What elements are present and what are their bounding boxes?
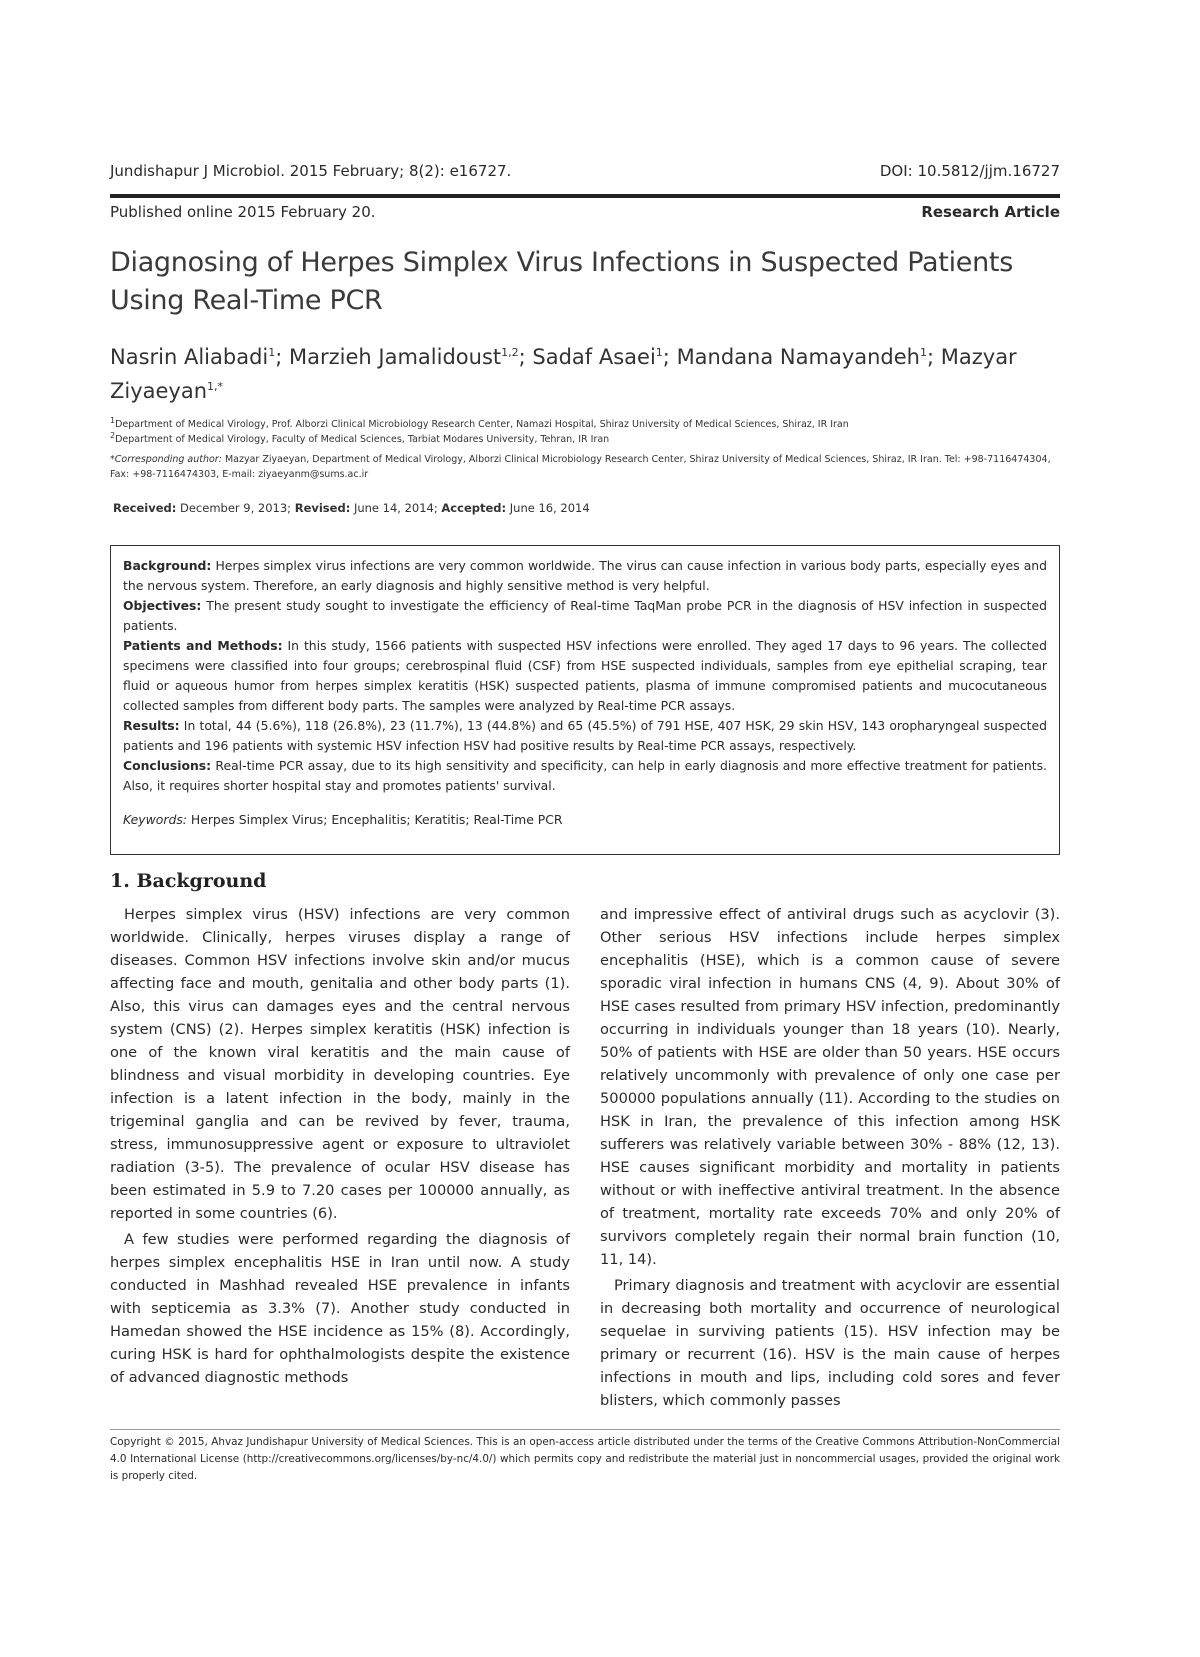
revised-label: Revised:	[294, 501, 351, 515]
abstract-conclusions	[123, 756, 1047, 796]
accepted-date: June 16, 2014	[506, 501, 590, 515]
abstract-text: In this study, 1566 patients with suspected HSV infections were enrolled. They aged 17 days to 96 years. The collected specimens were classified into four groups; cerebrospinal fluid (CSF) from HSE suspected individuals, samples from eye epithelial scraping, tear fluid or aqueous humor from herpes simplex keratitis (HSK) suspected patients, plasma of immune compromised patients and mucocutaneous collected samples from different body parts. The samples were analyzed by Real-time PCR assays.	[123, 638, 1048, 713]
author-separator: ;	[926, 345, 941, 369]
keywords-label: Keywords:	[123, 812, 187, 827]
affiliation-number: 2	[110, 431, 116, 440]
abstract-text: In total, 44 (5.6%), 118 (26.8%), 23 (11.7%), 13 (44.8%) and 65 (45.5%) of 791 HSE, 407 HSK, 29 skin HSV, 143 oropharyngeal suspected patients and 196 patients with systemic HSV infection HSV had positive results by Real-time PCR assays, respectively.	[123, 718, 1047, 753]
accepted-label: Accepted:	[441, 501, 507, 515]
body-column-left	[110, 903, 570, 1389]
body-paragraph: Herpes simplex virus (HSV) infections are very common worldwide. Clinically, herpes viruses display a range of diseases. Common HSV infections involve skin and/or mucus affecting face and mouth, genitalia and other body parts (1). Also, this virus can damages eyes and the central nervous system (CNS) (2). Herpes simplex keratitis (HSK) infection is one of the known viral keratitis and the main cause of blindness and visual morbidity in developing countries. Eye infection is a latent infection in the body, mainly in the trigeminal ganglia and can be revived by fever, trauma, stress, immunosuppressive agent or exposure to ultraviolet radiation (3-5). The prevalence of ocular HSV disease has been estimated in 5.9 to 7.20 cases per 100000 annually, as reported in some countries (6).	[110, 906, 570, 1222]
author-name: Sadaf Asaei	[532, 345, 656, 369]
doi-link[interactable]: DOI: 10.5812/jjm.16727	[879, 162, 1060, 180]
article-type: Research Article	[921, 203, 1060, 221]
affiliation-2	[110, 428, 1060, 447]
section-heading: 1. Background	[110, 870, 267, 892]
body-paragraph: A few studies were performed regarding the diagnosis of herpes simplex encephalitis HSE in Iran until now. A study conducted in Mashhad revealed HSE prevalence in infants with septicemia as 3.3% (7). Another study conducted in Hamedan showed the HSE incidence as 15% (8). Accordingly, curing HSK is hard for ophthalmologists despite the existence of advanced diagnostic methods	[110, 1231, 570, 1386]
abstract-label: Background:	[123, 558, 212, 573]
body-column-right	[600, 903, 1060, 1412]
revised-date: June 14, 2014;	[350, 501, 442, 515]
abstract-background	[123, 556, 1047, 596]
abstract-box	[110, 545, 1060, 855]
author-name: Mazyar Ziyaeyan	[110, 345, 1017, 403]
affiliation-text: Department of Medical Virology, Prof. Alborzi Clinical Microbiology Research Center, Namazi Hospital, Shiraz University of Medical Sciences, Shiraz, IR Iran	[115, 419, 849, 431]
abstract-text: Real-time PCR assay, due to its high sensitivity and specificity, can help in early diagnosis and more effective treatment for patients. Also, it requires shorter hospital stay and promotes patients' survival.	[123, 758, 1047, 793]
header-divider	[110, 194, 1060, 198]
abstract-text: Herpes simplex virus infections are very common worldwide. The virus can cause infection in various body parts, especially eyes and the nervous system. Therefore, an early diagnosis and highly sensitive method is very helpful.	[123, 558, 1047, 593]
abstract-text: The present study sought to investigate the efficiency of Real-time TaqMan probe PCR in the diagnosis of HSV infection in suspected patients.	[123, 598, 1047, 633]
received-label: Received:	[113, 501, 177, 515]
abstract-label: Objectives:	[123, 598, 202, 613]
affiliation-number: 1	[110, 416, 116, 425]
journal-header	[110, 160, 1060, 184]
corresponding-author	[110, 452, 1060, 482]
keywords	[123, 810, 1047, 830]
abstract-label: Conclusions:	[123, 758, 212, 773]
affiliation-text: Department of Medical Virology, Faculty of Medical Sciences, Tarbiat Modares University, Tehran, IR Iran	[115, 434, 610, 446]
body-paragraph: Primary diagnosis and treatment with acyclovir are essential in decreasing both mortality and occurrence of neurological sequelae in surviving patients (15). HSV infection may be primary or recurrent (16). HSV is the main cause of herpes infections in mouth and lips, including cold sores and fever blisters, which commonly passes	[600, 1277, 1060, 1409]
author-separator: ;	[275, 345, 290, 369]
author-name: Marzieh Jamalidoust	[289, 345, 502, 369]
article-dates	[113, 500, 590, 516]
footer-divider	[110, 1429, 1060, 1430]
copyright-notice: Copyright © 2015, Ahvaz Jundishapur University of Medical Sciences. This is an open-access article distributed under the terms of the Creative Commons Attribution-NonCommercial 4.0 International License (http://creativecommons.org/licenses/by-nc/4.0/) which permits copy and redistribute the material just in noncommercial usages, provided the original work is properly cited.	[110, 1436, 1060, 1482]
author-affiliation-marker: 1	[655, 346, 663, 359]
corresponding-label: *Corresponding author:	[110, 454, 222, 465]
author-name: Mandana Namayandeh	[676, 345, 920, 369]
journal-citation: Jundishapur J Microbiol. 2015 February; 8(2): e16727.	[110, 162, 512, 180]
abstract-label: Patients and Methods:	[123, 638, 283, 653]
article-title: Diagnosing of Herpes Simplex Virus Infections in Suspected Patients Using Real-Time PCR	[110, 247, 1013, 316]
author-name: Nasrin Aliabadi	[110, 345, 269, 369]
abstract-objectives	[123, 596, 1047, 636]
author-affiliation-marker: 1,*	[207, 380, 224, 393]
author-affiliation-marker: 1	[919, 346, 927, 359]
author-affiliation-marker: 1	[268, 346, 276, 359]
author-list	[110, 340, 1070, 408]
keywords-list: Herpes Simplex Virus; Encephalitis; Keratitis; Real-Time PCR	[186, 812, 563, 827]
author-separator: ;	[662, 345, 677, 369]
abstract-results	[123, 716, 1047, 756]
publication-info	[110, 201, 1060, 225]
abstract-methods	[123, 636, 1047, 716]
corresponding-details: Mazyar Ziyaeyan, Department of Medical Virology, Alborzi Clinical Microbiology Research Center, Shiraz University of Medical Sciences, Shiraz, IR Iran. Tel: +98-7116474304, Fax: +98-7116474303, E-mail: ziyaeyanm@sums.ac.ir	[110, 454, 1051, 480]
abstract-label: Results:	[123, 718, 180, 733]
body-paragraph: and impressive effect of antiviral drugs such as acyclovir (3). Other serious HSV infections include herpes simplex encephalitis (HSE), which is a common cause of severe sporadic viral infection in humans CNS (4, 9). About 30% of HSE cases resulted from primary HSV infection, predominantly occurring in individuals younger than 18 years (10). Nearly, 50% of patients with HSE are older than 50 years. HSE occurs relatively uncommonly with prevalence of only one case per 500000 populations annually (11). According to the studies on HSK in Iran, the prevalence of this infection among HSK sufferers was relatively variable between 30% - 88% (12, 13). HSE causes significant morbidity and mortality in patients without or with ineffective antiviral treatment. In the absence of treatment, mortality rate exceeds 70% and only 20% of survivors completely regain their normal brain function (10, 11, 14).	[600, 906, 1060, 1268]
received-date: December 9, 2013;	[176, 501, 295, 515]
author-affiliation-marker: 1,2	[501, 346, 519, 359]
published-date: Published online 2015 February 20.	[110, 203, 376, 221]
author-separator: ;	[518, 345, 533, 369]
